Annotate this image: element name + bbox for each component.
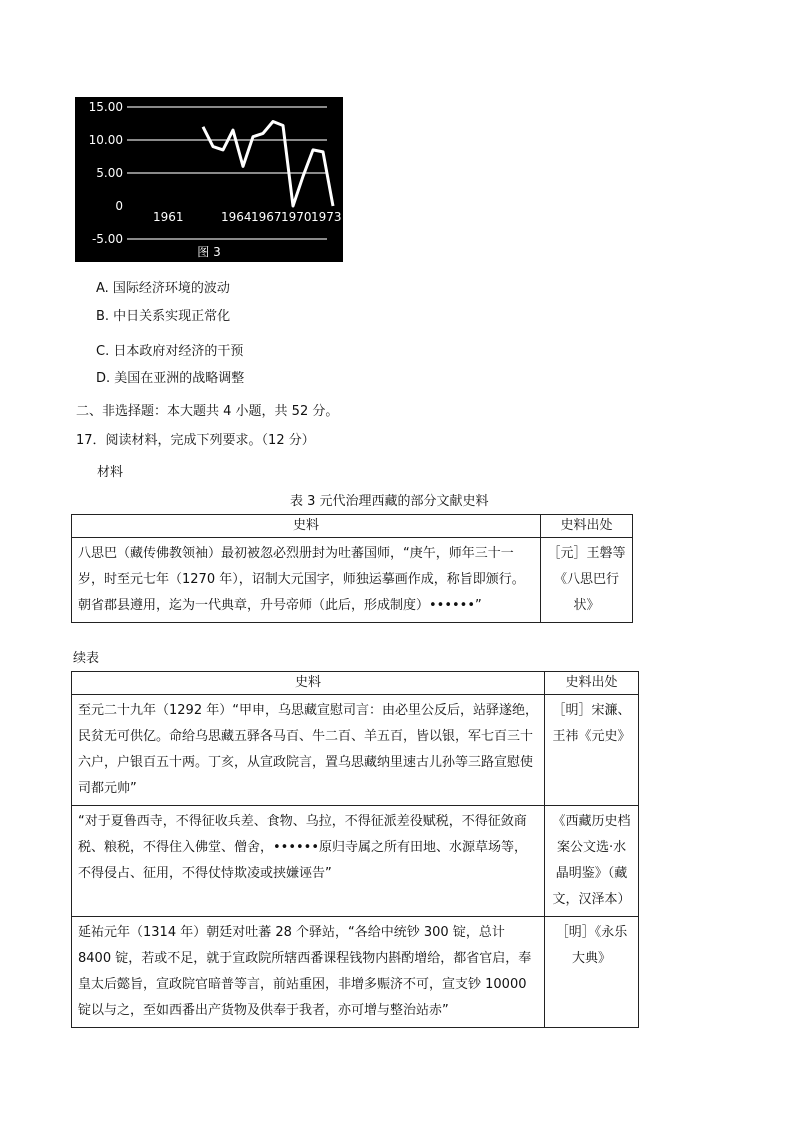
x-tick-label: 1964 — [221, 210, 252, 224]
material-label: 材料 — [97, 465, 124, 480]
material-cell: 延祐元年（1314 年）朝廷对吐蕃 28 个驿站，“各给中统钞 300 锭，总计 8400 锭，若或不足，就于宣政院所辖西番课程钱物内斟酌增给，都省官启，奉皇太后懿旨，宣政院官暗普等言，前站重困，非增多赈济不可，宣支钞 10000 锭以与之，至如西番出产货物及供奉于我者，亦可增与整治站赤” — [72, 917, 545, 1028]
x-tick-label: 1967 — [251, 210, 282, 224]
line-chart — [75, 97, 367, 262]
material-cell: 八思巴（藏传佛教领袖）最初被忽必烈册封为吐蕃国师，“庚午，师年三十一岁，时至元七年（1270 年），诏制大元国字，师独运摹画作成，称旨即颁行。朝省郡县遵用，迄为一代典章，升号帝师（此后，形成制度）••••••” — [72, 538, 541, 623]
header-source: 史料出处 — [545, 672, 639, 695]
section-title: 二、非选择题：本大题共 4 小题，共 52 分。 — [76, 404, 339, 419]
table-header-row — [72, 672, 639, 695]
option-b: B. 中日关系实现正常化 — [96, 309, 231, 324]
material-cell: 至元二十九年（1292 年）“甲申，乌思藏宣慰司言：由必里公反后，站驿遂绝，民贫无可供亿。命给乌思藏五驿各马百、牛二百、羊五百，皆以银，军七百三十六户，户银百五十两。丁亥，从宣政院言，置乌思藏纳里速古儿孙等三路宣慰使司都元帅” — [72, 695, 545, 806]
header-source: 史料出处 — [541, 515, 633, 538]
y-tick-label: 15.00 — [88, 100, 123, 114]
source-cell: 《西藏历史档案公文选·水晶明鉴》（藏文，汉泽本） — [545, 806, 639, 917]
chart-figure — [75, 97, 367, 262]
source-cell: ［元］王磐等《八思巴行状》 — [541, 538, 633, 623]
continued-label: 续表 — [73, 651, 100, 666]
table-row — [72, 538, 633, 623]
x-unit-label: (年) — [345, 210, 367, 224]
table-row — [72, 917, 639, 1028]
table-header-row — [72, 515, 633, 538]
table-row — [72, 806, 639, 917]
header-material: 史料 — [72, 672, 545, 695]
x-tick-label: 1970 — [281, 210, 312, 224]
source-cell: ［明］宋濂、王祎《元史》 — [545, 695, 639, 806]
question-17: 17．阅读材料，完成下列要求。（12 分） — [76, 433, 315, 448]
history-table-1 — [71, 514, 633, 623]
option-c: C. 日本政府对经济的干预 — [96, 344, 244, 359]
material-cell: “对于夏鲁西寺，不得征收兵差、食物、乌拉，不得征派差役赋税，不得征敛商税、粮税，不得住入佛堂、僧舍，••••••原归寺属之所有田地、水源草场等，不得侵占、征用，不得仗恃欺凌或挟嫌诬告” — [72, 806, 545, 917]
header-material: 史料 — [72, 515, 541, 538]
option-a: A. 国际经济环境的波动 — [96, 281, 230, 296]
chart-caption: 图 3 — [197, 245, 221, 259]
source-cell: ［明］《永乐大典》 — [545, 917, 639, 1028]
y-tick-label: -5.00 — [91, 232, 123, 246]
table-row — [72, 695, 639, 806]
history-table-2 — [71, 671, 639, 1028]
series-line — [203, 122, 333, 206]
option-d: D. 美国在亚洲的战略调整 — [96, 371, 245, 386]
table-title: 表 3 元代治理西藏的部分文献史料 — [290, 494, 489, 509]
x-tick-label: 1973 — [311, 210, 342, 224]
y-tick-label: 0 — [115, 199, 123, 213]
x-tick-label: 1961 — [153, 210, 184, 224]
y-tick-label: 5.00 — [96, 166, 123, 180]
y-tick-label: 10.00 — [88, 133, 123, 147]
